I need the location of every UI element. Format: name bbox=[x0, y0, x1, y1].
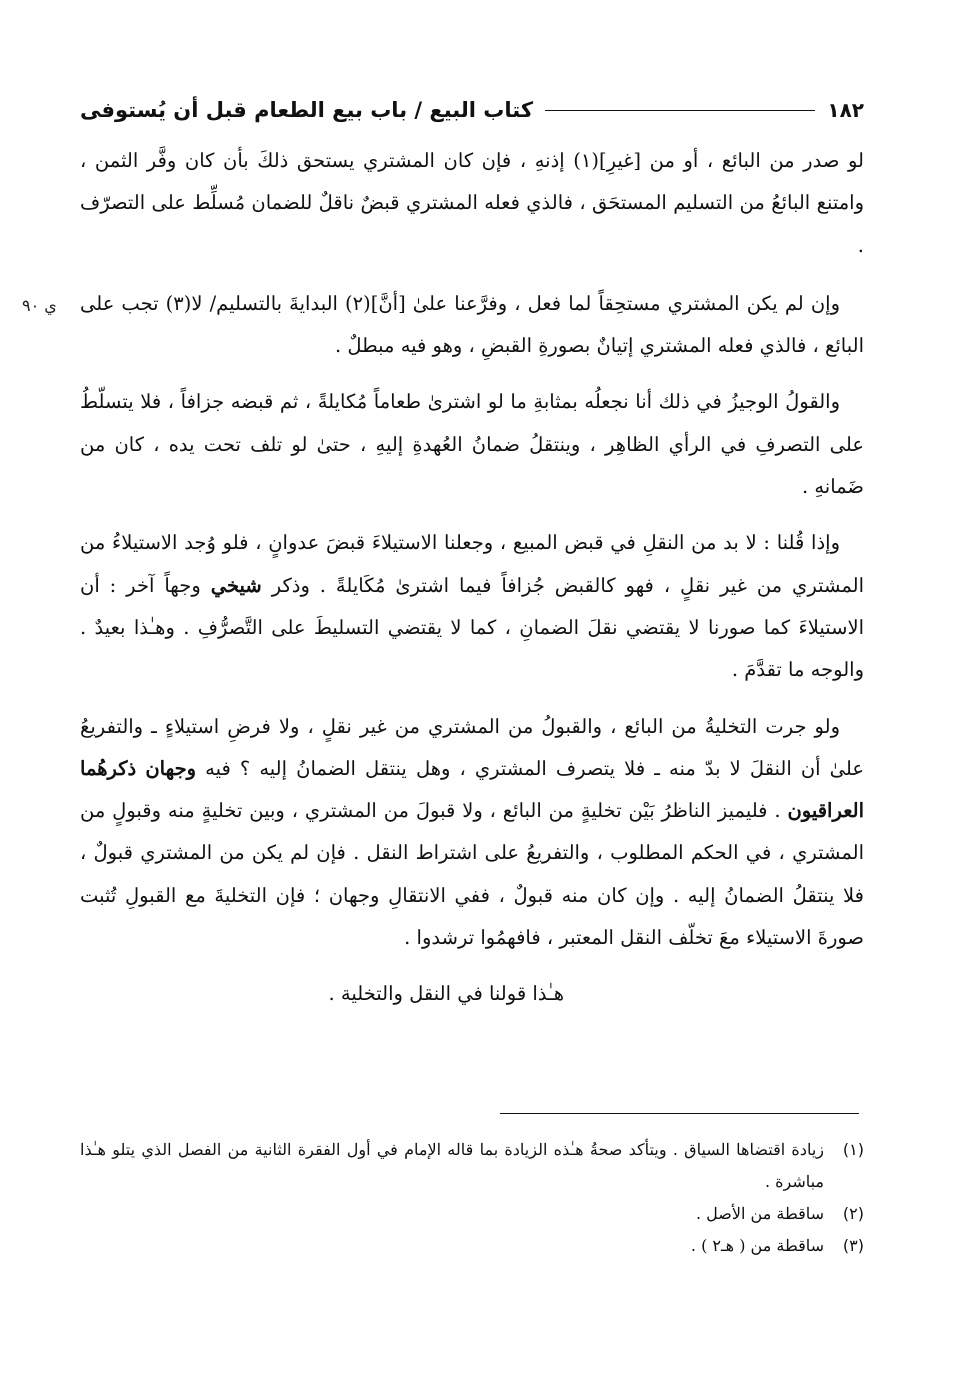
closing-line: هـٰذا قولنا في النقل والتخلية . bbox=[328, 982, 564, 1006]
paragraph-1: لو صدر من البائع ، أو من [غيرِ](١) إذنهِ ، فإن كان المشتري يستحق ذلكَ بأن كان وفَّر الثمن ، وامتنع البائعُ من التسليم المستحَق ، فالذي فعله المشتري قبضٌ ناقلٌ للضمان مُسلِّط على التصرّف . bbox=[80, 149, 864, 257]
running-title: كتاب البيع / باب بيع الطعام قبل أن يُستوفى bbox=[80, 98, 534, 122]
page-number: ١٨٢ bbox=[827, 98, 864, 122]
footnote-3 bbox=[80, 1230, 864, 1262]
bold-term-iraqiyun: العراقيون bbox=[787, 799, 864, 823]
manuscript-folio-marker: ي ٩٠ bbox=[22, 296, 57, 315]
footnotes bbox=[80, 1134, 864, 1262]
paragraph-3: والقولُ الوجيزُ في ذلك أنا نجعلُه بمثابةِ ما لو اشترىٰ طعاماً مُكايلةً ، ثم قبضه جزافاً ، فلا يتسلّطُ على التصرفِ في الرأي الظاهِر ، وينتقلُ ضمانُ العُهدةِ إليهِ ، حتىٰ لو تلف تحت يده ، كان من ضَمانهِ . bbox=[80, 390, 865, 499]
bold-term-shaykhi: شيخي bbox=[210, 573, 262, 597]
footnote-separator bbox=[500, 1113, 859, 1114]
footnote-1 bbox=[80, 1134, 864, 1198]
paragraph-5-text-b: . فليميز الناظرُ بَيْن تخليةٍ من البائع ، ولا قبولَ من المشتري ، وبين تخليةٍ منه وقبولٍ من المشتري ، في الحكم المطلوب ، والتفريعُ على اشتراط النقل . فإن لم يكن من المشتري قبولٌ ، فلا ينتقلُ الضمانُ إليه . وإن كان منه قبولٌ ، ففي الانتقالِ وجهان ؛ فإن التخليةَ مع القبولِ تُثبت صورةَ الاستيلاء معَ تخلّف النقل المعتبر ، فافهمُوا ترشدوا . bbox=[80, 799, 864, 950]
running-header bbox=[80, 92, 864, 128]
footnote-2 bbox=[80, 1198, 864, 1230]
bold-term-wajhan: وجهان bbox=[145, 756, 197, 780]
paragraph-5-text-a: ولو جرت التخليةُ من البائع ، والقبولُ من المشتري من غير نقلٍ ، ولا فرضِ استيلاءٍ ـ والتفريعُ علىٰ أن النقلَ لا بدّ منه ـ فلا يتصرف المشتري ، وهل ينتقل الضمانُ إليه ؟ فيه bbox=[80, 714, 864, 780]
footnote-text: زيادة اقتضاها السياق . ويتأكد صحةُ هـٰذه الزيادة بما قاله الإمام في أول الفقرة الثانية من الفصل الذي يتلو هـٰذا مباشرة . bbox=[80, 1140, 824, 1191]
paragraph-4-text-b: وجهاً آخر : أن الاستيلاءَ كما صورنا لا يقتضي نقلَ الضمانِ ، كما لا يقتضي التسليطَ على التَّصرُّفِ . وهـٰذا بعيدٌ . والوجه ما تقدَّمَ . bbox=[80, 573, 864, 682]
paragraph-5 bbox=[80, 706, 864, 960]
bold-term-dhakarahuma: ذكرهُما bbox=[80, 756, 137, 780]
footnote-text: ساقطة من ( هـ٢ ) . bbox=[690, 1236, 824, 1255]
footnote-text: ساقطة من الأصل . bbox=[696, 1204, 824, 1223]
footnote-number: (٢) bbox=[842, 1204, 864, 1223]
main-text bbox=[80, 140, 864, 1015]
paragraph-4-text-a: وإذا قُلنا : لا بد من النقلِ في قبض المبيع ، وجعلنا الاستيلاءَ قبضَ عدوانٍ ، فلو وُجد الاستيلاءُ من المشتري من غير نقلٍ ، فهو كالقبض جُزافاً فيما اشترىٰ مُكَايلةً . وذكر bbox=[80, 531, 864, 597]
paragraph-2: وإن لم يكن المشتري مستحِقاً لما فعل ، وفرَّعنا علىٰ [أنَّ](٢) البدايةَ بالتسليم/ لا(٣) تجب على البائع ، فالذي فعله المشتري إتيانٌ بصورةِ القبضِ ، وهو فيه مبطلٌ . bbox=[80, 291, 864, 358]
header-rule bbox=[545, 110, 815, 111]
footnote-number: (١) bbox=[842, 1140, 864, 1159]
paragraph-4 bbox=[80, 522, 864, 691]
footnote-number: (٣) bbox=[842, 1236, 864, 1255]
